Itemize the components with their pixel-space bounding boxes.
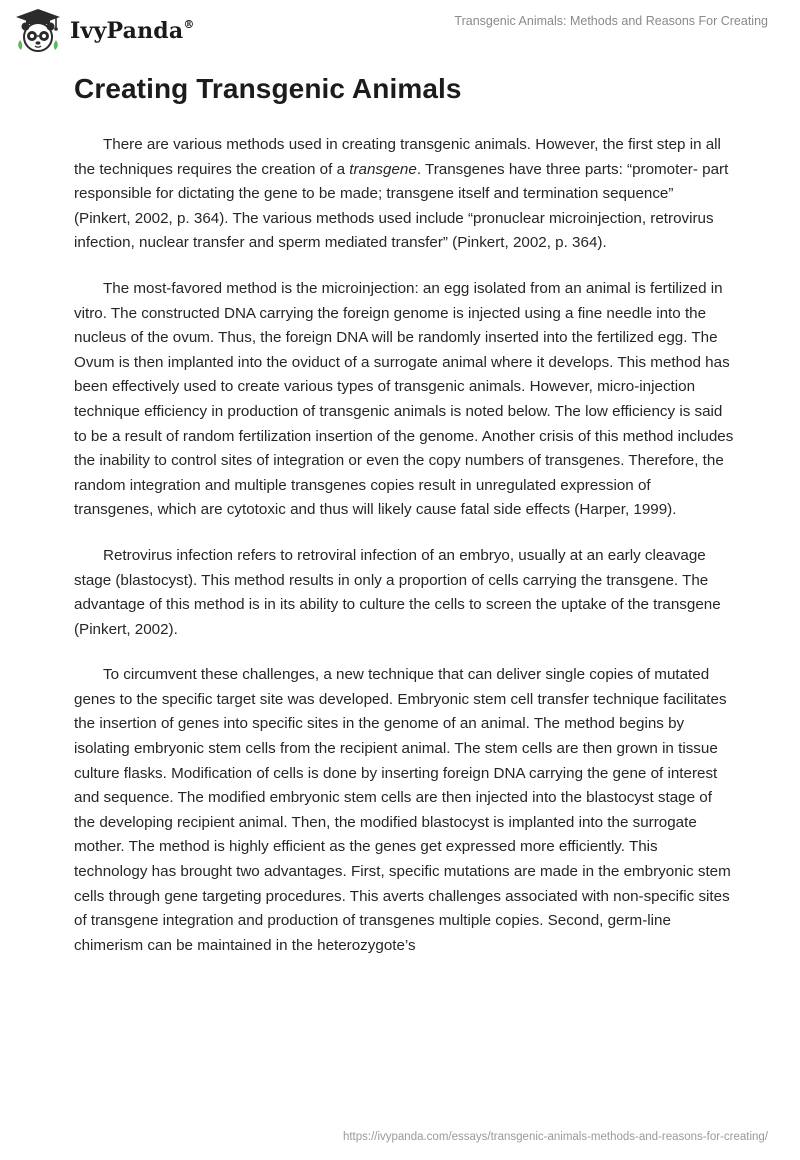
transgene-term: transgene: [349, 160, 417, 178]
article-body: [74, 133, 734, 979]
logo-wordmark: IvyPanda®: [70, 18, 195, 44]
source-url[interactable]: https://ivypanda.com/essays/transgenic-animals-methods-and-reasons-for-creating/: [342, 1131, 768, 1143]
document-title: Transgenic Animals: Methods and Reasons For Creating: [454, 14, 768, 28]
paragraph-3: Retrovirus infection refers to retroviral infection of an embryo, usually at an early cleavage stage (blastocyst). This method results in only a proportion of cells carrying the transgene. The advantage of this method is in its ability to culture the cells to screen the uptake of the transgene (Pinkert, 2002).: [74, 546, 721, 638]
ivypanda-logo[interactable]: [14, 8, 195, 54]
page-title: Creating Transgenic Animals: [74, 73, 462, 104]
page-header: [0, 0, 800, 62]
panda-graduate-icon: [14, 8, 62, 54]
paragraph-2: The most-favored method is the microinjection: an egg isolated from an animal is fertilized in vitro. The constructed DNA carrying the foreign genome is injected using a fine needle into the nucleus of the ovum. Thus, the foreign DNA will be randomly inserted into the fertilized egg. The Ovum is then implanted into the oviduct of a surrogate animal where it develops. This method has been effectively used to create various types of transgenic animals. However, micro-injection technique efficiency in production of transgenic animals is noted below. The low efficiency is said to be a result of random fertilization insertion of the genome. Another crisis of this method includes the inability to control sites of integration or even the copy numbers of transgenes. Therefore, the random integration and multiple transgenes copies result in unregulated expression of transgenes, which are cytotoxic and thus will likely cause fatal side effects (Harper, 1999).: [74, 279, 734, 519]
paragraph-1: There are various methods used in creating transgenic animals. However, the first step in all the techniques requires the creation of a transgene. Transgenes have three parts: “promoter- part responsible for dictating the gene to be made; transgene itself and termination sequence” (Pinkert, 2002, p. 364). The various methods used include “pronuclear microinjection, retrovirus infection, nuclear transfer and sperm mediated transfer” (Pinkert, 2002, p. 364).: [74, 136, 729, 252]
paragraph-4: To circumvent these challenges, a new technique that can deliver single copies of mutated genes to the specific target site was developed. Embryonic stem cell transfer technique facilitates the insertion of genes into specific sites in the genome of an animal. The method begins by isolating embryonic stem cells from the recipient animal. The stem cells are then grown in tissue culture flasks. Modification of cells is done by inserting foreign DNA carrying the gene of interest and sequence. The modified embryonic stem cells are then injected into the blastocyst stage of the developing recipient animal. Then, the modified blastocyst is implanted into the surrogate mother. The method is highly efficient as the genes get expressed more efficiently. This technology has brought two advantages. First, specific mutations are made in the embryonic stem cells through gene targeting procedures. This averts challenges associated with non-specific sites of transgene integration and production of transgenes multiple copies. Second, germ-line chimerism can be maintained in the heterozygote’s: [74, 666, 731, 954]
